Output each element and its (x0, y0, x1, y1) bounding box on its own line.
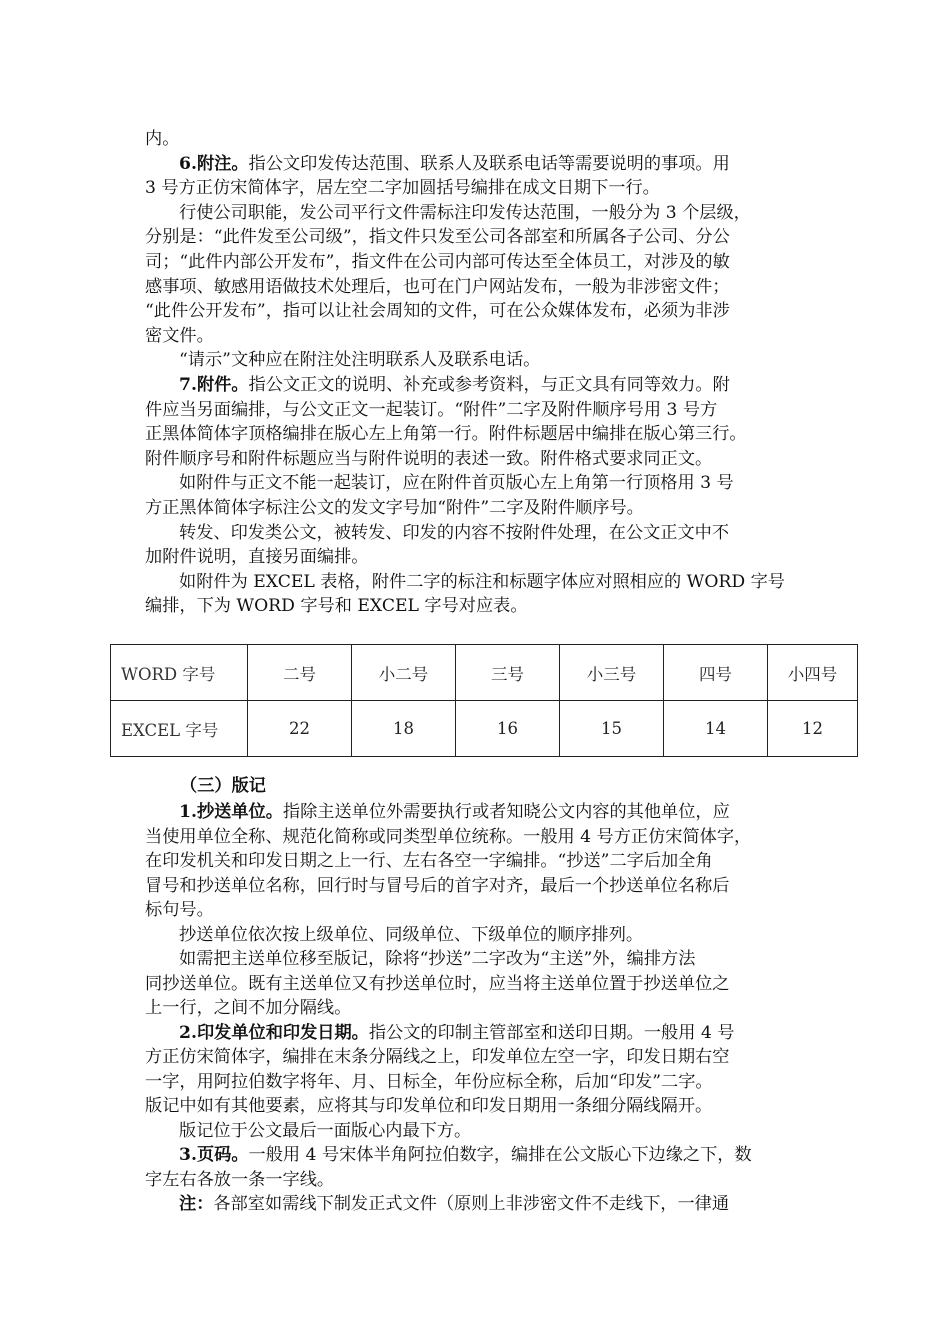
table-cell: 16 (456, 701, 560, 757)
text-line (179, 570, 815, 594)
text-line (145, 898, 815, 922)
text-line (179, 471, 815, 495)
line-text: 指公文的印制主管部室和送印日期。一般用 4 号 (368, 1022, 735, 1043)
text-line (145, 299, 815, 323)
text-line (179, 1021, 815, 1045)
text-line (145, 1045, 815, 1069)
text-line (145, 225, 815, 249)
table-cell: 三号 (456, 645, 560, 701)
line-text: 字左右各放一条一字线。 (145, 1169, 335, 1190)
text-line (179, 521, 815, 545)
line-text: 一字，用阿拉伯数字将年、月、日标全，年份应标全称，后加“印发”二字。 (145, 1071, 713, 1092)
text-line (145, 447, 815, 471)
text-line (179, 947, 815, 971)
line-text: 当使用单位全称、规范化简称或同类型单位统称。一般用 4 号方正仿宋简体字， (145, 826, 752, 847)
text-line (145, 127, 815, 151)
text-line (145, 849, 815, 873)
section-heading: （三）版记 (180, 776, 266, 796)
item-heading: 6.附注。 (179, 153, 249, 174)
table-cell: 小三号 (560, 645, 664, 701)
text-line (145, 1070, 815, 1094)
line-text: 内。 (145, 129, 180, 149)
text-line (145, 545, 815, 569)
table-cell: 小四号 (768, 645, 858, 701)
text-line (179, 348, 815, 372)
table-row-excel (111, 701, 858, 757)
line-text: 行使公司职能，发公司平行文件需标注印发传达范围，一般分为 3 个层级， (179, 202, 751, 223)
text-line (179, 800, 815, 824)
line-text: 同抄送单位。既有主送单位又有抄送单位时，应当将主送单位置于抄送单位之 (145, 973, 730, 994)
text-line (179, 373, 815, 397)
line-text: 司；“此件内部公开发布”，指文件在公司内部可传达至全体员工，对涉及的敏 (145, 252, 730, 272)
line-text: “请示”文种应在附注处注明联系人及联系电话。 (179, 350, 541, 371)
text-line (145, 1168, 815, 1192)
text-line (145, 324, 815, 348)
font-size-table (110, 644, 858, 757)
table-row-label: EXCEL 字号 (111, 701, 248, 757)
table-cell: 14 (664, 701, 768, 757)
text-line (179, 1143, 815, 1167)
table-cell: 22 (248, 701, 352, 757)
line-text: 件应当另面编排，与公文正文一起装订。“附件”二字及附件顺序号用 3 号方 (145, 399, 718, 420)
text-line (179, 923, 815, 947)
item-heading: 注： (179, 1194, 214, 1214)
line-text: 密文件。 (145, 325, 214, 346)
text-line (145, 1094, 815, 1118)
line-text: 附件顺序号和附件标题应当与附件说明的表述一致。附件格式要求同正文。 (145, 448, 713, 469)
text-line (179, 1119, 815, 1143)
item-heading: 2.印发单位和印发日期。 (179, 1022, 369, 1043)
line-text: 转发、印发类公文，被转发、印发的内容不按附件处理，在公文正文中不 (179, 522, 730, 543)
text-line (145, 250, 815, 274)
text-line (145, 275, 815, 299)
line-text: 版记位于公文最后一面版心内最下方。 (179, 1120, 472, 1141)
text-line (145, 176, 815, 200)
text-line (179, 152, 815, 176)
table-cell: 四号 (664, 645, 768, 701)
text-line (145, 398, 815, 422)
table-cell: 15 (560, 701, 664, 757)
line-text: 在印发机关和印发日期之上一行、左右各空一字编排。“抄送”二字后加全角 (145, 851, 713, 871)
line-text: 编排，下为 WORD 字号和 EXCEL 字号对应表。 (145, 596, 528, 617)
text-line (145, 422, 815, 446)
line-text: 标句号。 (145, 900, 214, 920)
text-line (145, 496, 815, 520)
text-line (179, 1192, 815, 1216)
line-text: 如需把主送单位移至版记，除将“抄送”二字改为“主送”外，编排方法 (179, 949, 696, 969)
line-text: 方正黑体简体字标注公文的发文字号加“附件”二字及附件顺序号。 (145, 498, 644, 518)
line-text: 如附件与正文不能一起装订，应在附件首页版心左上角第一行顶格用 3 号 (179, 473, 734, 494)
text-line (145, 825, 815, 849)
line-text: “此件公开发布”，指可以让社会周知的文件，可在公众媒体发布，必须为非涉 (145, 301, 730, 322)
text-line (145, 972, 815, 996)
line-text: 加附件说明，直接另面编排。 (145, 547, 369, 568)
item-heading: 1.抄送单位。 (179, 802, 283, 822)
line-text: 抄送单位依次按上级单位、同级单位、下级单位的顺序排列。 (179, 924, 644, 945)
line-text: 各部室如需线下制发正式文件（原则上非涉密文件不走线下，一律通 (213, 1194, 730, 1214)
line-text: 如附件为 EXCEL 表格，附件二字的标注和标题字体应对照相应的 WORD 字号 (179, 571, 785, 592)
line-text: 指公文正文的说明、补充或参考资料，与正文具有同等效力。附 (248, 375, 730, 395)
table-cell: 12 (768, 701, 858, 757)
line-text: 指公文印发传达范围、联系人及联系电话等需要说明的事项。用 (248, 153, 730, 174)
line-text: 上一行，之间不加分隔线。 (145, 998, 352, 1018)
table-cell: 二号 (248, 645, 352, 701)
table-row-word (111, 645, 858, 701)
line-text: 3 号方正仿宋简体字，居左空二字加圆括号编排在成文日期下一行。 (145, 178, 660, 199)
line-text: 正黑体简体字顶格编排在版心左上角第一行。附件标题居中编排在版心第三行。 (145, 424, 747, 445)
item-heading: 7.附件。 (179, 375, 249, 395)
text-line (145, 874, 815, 898)
table-cell: 小二号 (352, 645, 456, 701)
line-text: 一般用 4 号宋体半角阿拉伯数字，编排在公文版心下边缘之下，数 (248, 1145, 752, 1165)
line-text: 感事项、敏感用语做技术处理后，也可在门户网站发布，一般为非涉密文件； (145, 276, 730, 297)
text-line (179, 201, 815, 225)
line-text: 指除主送单位外需要执行或者知晓公文内容的其他单位，应 (282, 802, 730, 822)
text-line (145, 996, 815, 1020)
line-text: 版记中如有其他要素，应将其与印发单位和印发日期用一条细分隔线隔开。 (145, 1096, 713, 1116)
item-heading: 3.页码。 (179, 1145, 249, 1165)
line-text: 方正仿宋简体字，编排在末条分隔线之上，印发单位左空一字，印发日期右空 (145, 1047, 730, 1067)
line-text: 冒号和抄送单位名称，回行时与冒号后的首字对齐，最后一个抄送单位名称后 (145, 875, 730, 896)
line-text: 分别是：“此件发至公司级”，指文件只发至公司各部室和所属各子公司、分公 (145, 227, 730, 248)
table-cell: 18 (352, 701, 456, 757)
table-row-label: WORD 字号 (111, 645, 248, 701)
text-line (145, 594, 815, 618)
